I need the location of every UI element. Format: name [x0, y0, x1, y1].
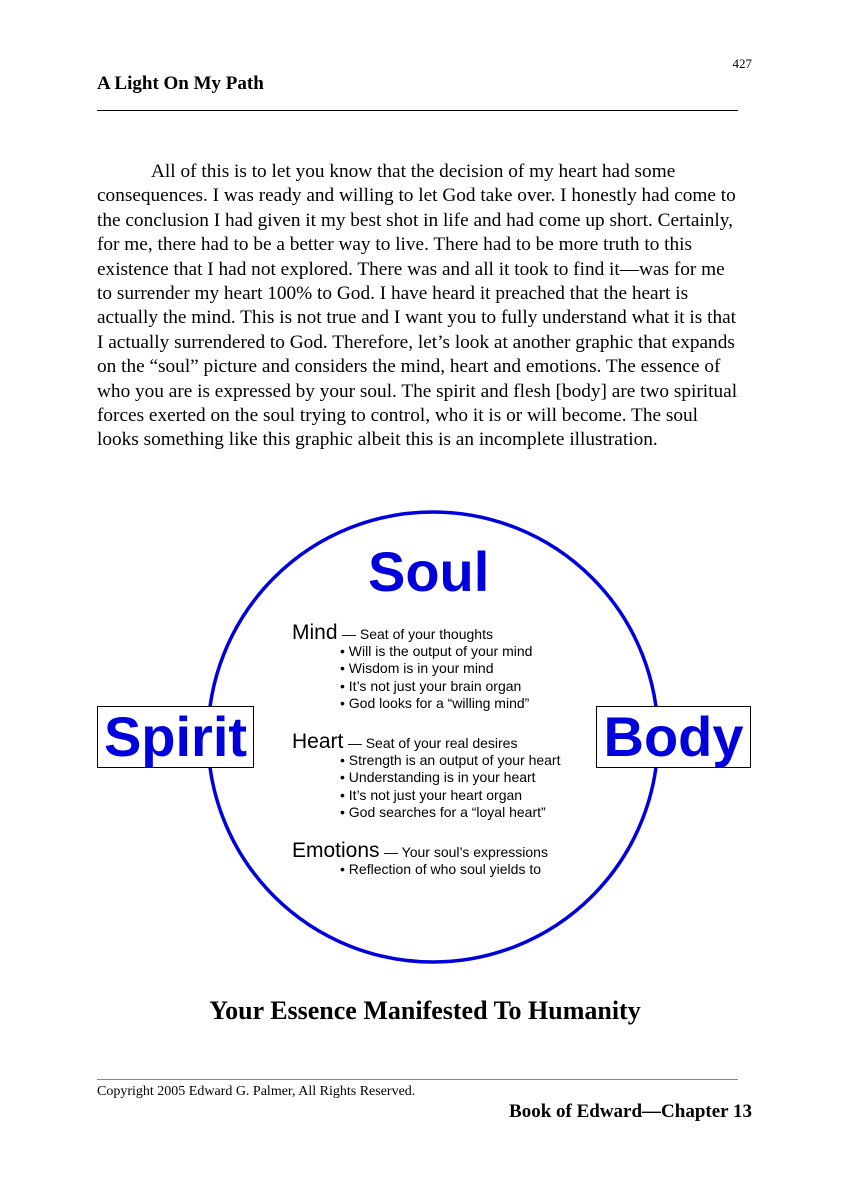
page-number: 427	[732, 56, 752, 71]
mind-bullets	[340, 643, 532, 712]
mind-subtitle: — Seat of your thoughts	[341, 626, 493, 642]
list-item: • Strength is an output of your heart	[340, 752, 561, 769]
list-item: • God searches for a “loyal heart”	[340, 804, 561, 821]
header-divider	[97, 110, 738, 111]
heart-subtitle: — Seat of your real desires	[347, 735, 518, 751]
mind-section	[292, 621, 493, 645]
body-label-box: Body	[596, 706, 751, 768]
list-item: • Will is the output of your mind	[340, 643, 532, 660]
heart-heading: Heart	[292, 730, 344, 753]
figure-caption: Your Essence Manifested To Humanity	[209, 996, 641, 1025]
list-item: • It’s not just your brain organ	[340, 678, 532, 695]
list-item: • It’s not just your heart organ	[340, 787, 561, 804]
body-paragraph: All of this is to let you know that the decision of my heart had some consequences. I was ready and willing to let God take over. I honestly had come to the conclusion I had given it my best shot in life and had come up short. Certainly, for me, there had to be a better way to live. There had to be more truth to this existence that I had not explored. There was and all it took to find it—was for me to surrender my heart 100% to God. I have heard it preached that the heart is actually the mind. This is not true and I want you to fully understand what it is that I actually surrendered to God. Therefore, let’s look at another graphic that expands on the “soul” picture and considers the mind, heart and emotions. The essence of who you are is expressed by your soul. The spirit and flesh [body] are two spiritual forces exerted on the soul trying to control, who it is or will become. The soul looks something like this graphic albeit this is an incomplete illustration.	[97, 161, 738, 451]
copyright-notice: Copyright 2005 Edward G. Palmer, All Rights Reserved.	[97, 1084, 416, 1099]
footer-divider	[97, 1079, 738, 1080]
list-item: • Wisdom is in your mind	[340, 660, 532, 677]
emotions-subtitle: — Your soul’s expressions	[384, 844, 548, 860]
running-head: A Light On My Path	[97, 73, 264, 94]
soul-title: Soul	[368, 540, 490, 603]
mind-heading: Mind	[292, 621, 338, 644]
emotions-bullets	[340, 861, 541, 878]
list-item: • Understanding is in your heart	[340, 769, 561, 786]
list-item: • God looks for a “willing mind”	[340, 695, 532, 712]
emotions-section	[292, 839, 548, 863]
list-item: • Reflection of who soul yields to	[340, 861, 541, 878]
emotions-heading: Emotions	[292, 839, 380, 862]
chapter-label: Book of Edward—Chapter 13	[509, 1101, 752, 1122]
spirit-label-box: Spirit	[97, 706, 254, 768]
heart-section	[292, 730, 517, 754]
heart-bullets	[340, 752, 561, 821]
